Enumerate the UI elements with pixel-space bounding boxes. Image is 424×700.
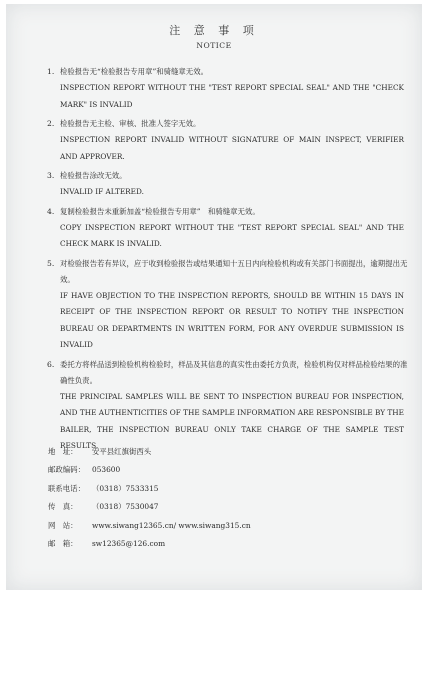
contact-address	[48, 443, 408, 461]
contact-label: 邮 箱：	[48, 538, 78, 548]
contact-value: 安平县红旗街西头	[92, 447, 152, 456]
item-text-chinese: 复制检验报告未重新加盖“检验报告专用章” 和骑缝章无效。	[60, 206, 260, 216]
notice-item	[6, 256, 422, 354]
website-link[interactable]: www.siwang12365.cn/ www.siwang315.cn	[92, 520, 251, 530]
notice-item	[6, 168, 422, 201]
page-subtitle: NOTICE	[196, 41, 232, 50]
contact-info	[48, 443, 408, 553]
item-number: 3.	[47, 171, 55, 180]
contact-website	[48, 517, 408, 535]
notice-item	[6, 116, 422, 165]
item-text-chinese: 检验报告无“检验报告专用章”和骑缝章无效。	[60, 67, 208, 76]
item-text-english: THE PRINCIPAL SAMPLES WILL BE SENT TO INSPECTION BUREAU FOR INSPECTION, AND THE AUTHENTICITIES OF THE SAMPLE INFORMATION ARE RESPONSIBLE BY THE BAILER, THE INSPECTION BUREAU ONLY TAKE CHARGE OF THE SAMPLE TEST RESULTS.	[60, 391, 404, 450]
item-number: 1.	[47, 67, 55, 76]
item-number: 6.	[47, 359, 55, 369]
item-text-english: INVALID IF ALTERED.	[60, 187, 144, 196]
contact-value: （0318）7530047	[92, 502, 159, 512]
contact-label: 传 真：	[48, 502, 78, 512]
contact-email	[48, 535, 408, 553]
item-number: 5.	[47, 258, 55, 268]
notice-page	[6, 4, 422, 590]
contact-postcode	[48, 461, 408, 479]
notice-item	[6, 357, 422, 455]
item-text-english: INSPECTION REPORT INVALID WITHOUT SIGNATURE OF MAIN INSPECT, VERIFIER AND APPROVER.	[60, 135, 404, 161]
page-margin	[0, 590, 424, 700]
contact-phone	[48, 480, 408, 498]
contact-label: 地 址：	[48, 447, 78, 456]
item-text-chinese: 委托方将样品送到检验机构检验时，样品及其信息的真实性由委托方负责，检验机构仅对样品检验结果的准确性负责。	[60, 359, 408, 385]
item-text-english: COPY INSPECTION REPORT WITHOUT THE "TEST REPORT SPECIAL SEAL" AND THE CHECK MARK IS INVALID.	[60, 222, 404, 248]
page-title: 注 意 事 项	[169, 24, 259, 37]
notice-list	[6, 64, 422, 458]
contact-value: 053600	[92, 465, 121, 475]
contact-label: 网 站：	[48, 520, 78, 530]
contact-fax	[48, 498, 408, 516]
item-text-chinese: 对检验报告若有异议，应于收到检验报告或结果通知十五日内向检验机构或有关部门书面提出，逾期提出无效。	[60, 258, 408, 284]
item-text-chinese: 检验报告无主检、审核、批准人签字无效。	[60, 119, 201, 128]
item-text-english: IF HAVE OBJECTION TO THE INSPECTION REPORTS, SHOULD BE WITHIN 15 DAYS IN RECEIPT OF THE INSPECTION REPORT OR RESULT TO NOTIFY THE INSPECTION BUREAU OR DEPARTMENTS IN WRITTEN FORM, FOR ANY OVERDUE SUBMISSION IS INVALID	[60, 290, 404, 349]
item-text-english: INSPECTION REPORT WITHOUT THE "TEST REPORT SPECIAL SEAL" AND THE "CHECK MARK" IS INVALID	[60, 83, 404, 109]
item-number: 2.	[47, 119, 55, 128]
contact-label: 邮政编码：	[48, 465, 85, 475]
contact-value: （0318）7533315	[92, 483, 159, 493]
item-text-chinese: 检验报告涂改无效。	[60, 171, 127, 180]
notice-item	[6, 64, 422, 113]
notice-item	[6, 204, 422, 253]
contact-label: 联系电话：	[48, 483, 85, 493]
email-link[interactable]: sw12365@126.com	[92, 538, 166, 548]
item-number: 4.	[47, 206, 55, 216]
